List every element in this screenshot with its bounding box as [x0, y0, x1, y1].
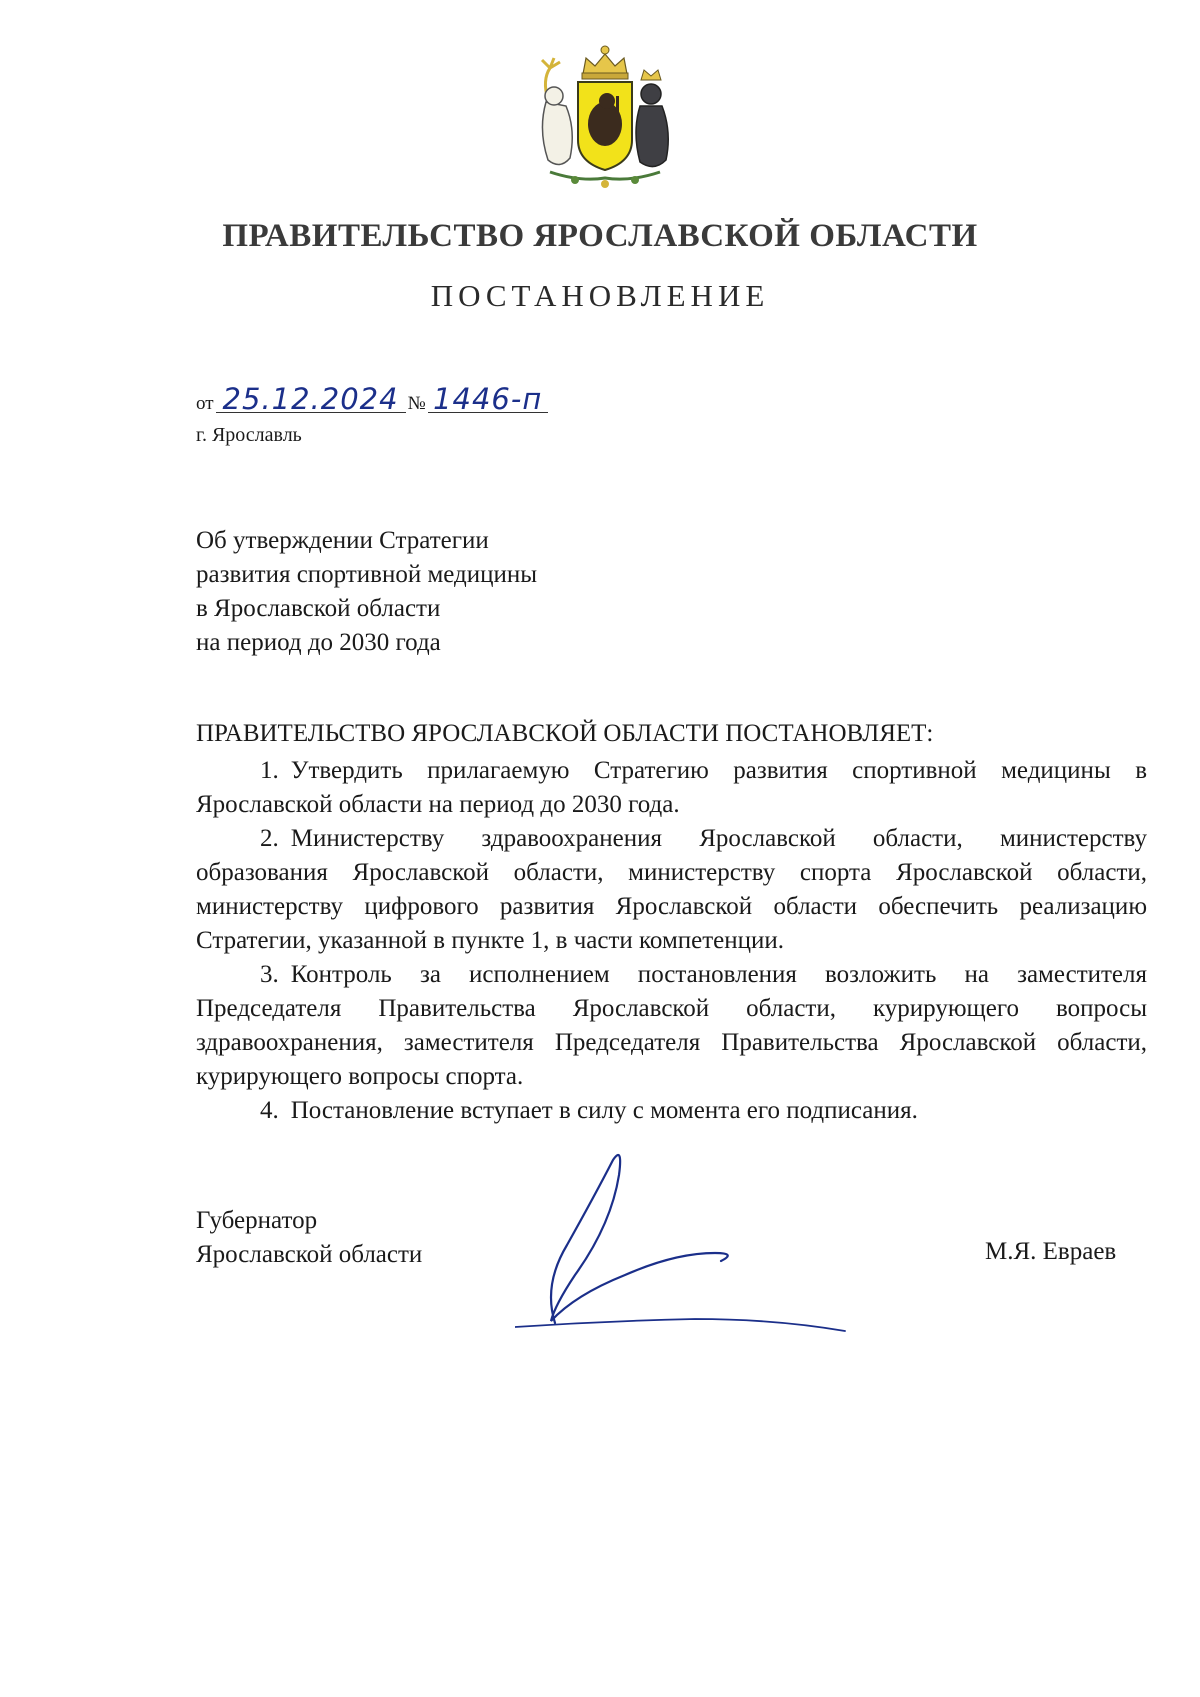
resolve-heading: ПРАВИТЕЛЬСТВО ЯРОСЛАВСКОЙ ОБЛАСТИ ПОСТАНОВЛЯЕТ: [196, 720, 934, 747]
item-number: 3. [260, 961, 279, 988]
document-subject [196, 524, 537, 660]
handwritten-signature-icon [515, 1135, 915, 1335]
signatory-name: М.Я. Евраев [985, 1238, 1117, 1265]
item-text: Контроль за исполнением постановления возложить на заместителя Председателя Правительства Ярославской области, курирующего вопросы здравоохранения, заместителя Председателя Правительства Ярославской области, курирующего вопросы спорта. [196, 961, 1147, 1090]
government-title: ПРАВИТЕЛЬСТВО ЯРОСЛАВСКОЙ ОБЛАСТИ [222, 218, 978, 254]
subject-line: на период до 2030 года [196, 629, 441, 656]
item-text: Постановление вступает в силу с момента его подписания. [290, 1097, 918, 1124]
resolution-item [196, 822, 1147, 958]
item-text: Утвердить прилагаемую Стратегию развития спортивной медицины в Ярославской области на период до 2030 года. [196, 757, 1147, 818]
resolution-item [196, 754, 1147, 822]
date-prefix: от [196, 393, 214, 414]
number-prefix: № [407, 393, 426, 414]
resolution-item [196, 958, 1147, 1094]
item-number: 1. [260, 757, 279, 784]
position-line: Губернатор [196, 1207, 318, 1234]
document-type: ПОСТАНОВЛЕНИЕ [430, 278, 770, 313]
subject-line: Об утверждении Стратегии [196, 527, 489, 554]
resolution-items [196, 754, 1147, 1128]
date-number-line [196, 382, 550, 416]
subject-line: развития спортивной медицины [196, 561, 538, 588]
signatory-position [196, 1204, 422, 1272]
document-date: 25.12.2024 [216, 386, 406, 413]
subject-line: в Ярославской области [196, 595, 441, 622]
item-number: 2. [260, 825, 279, 852]
document-number: 1446-п [428, 386, 548, 413]
resolution-item [196, 1094, 1147, 1128]
document-city: г. Ярославль [196, 424, 302, 446]
item-text: Министерству здравоохранения Ярославской области, министерству образования Ярославской области, министерству спорта Ярославской области, министерству цифрового развития Ярославской области обеспечить реализацию Стратегии, указанной в пункте 1, в части компетенции. [196, 825, 1147, 954]
item-number: 4. [260, 1097, 279, 1124]
coat-of-arms-icon [520, 40, 690, 190]
position-line: Ярославской области [196, 1241, 423, 1268]
